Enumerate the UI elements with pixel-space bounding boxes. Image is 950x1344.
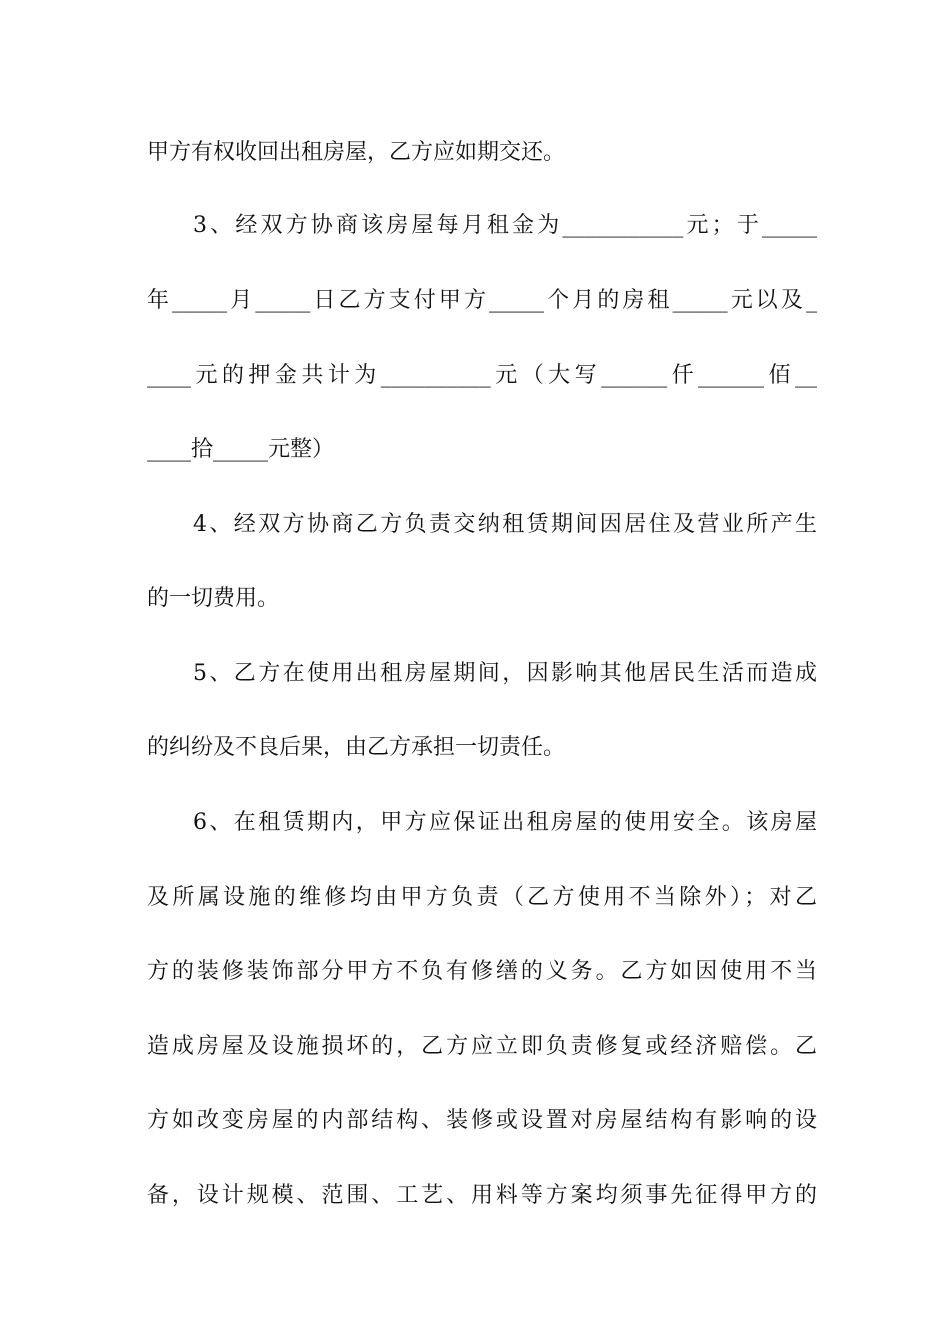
paragraph-4-line-1: 4、经双方协商乙方负责交纳租赁期间因居住及营业所产生 (193, 512, 817, 537)
text-line: 的纠纷及不良后果，由乙方承担一切责任。 (147, 735, 566, 760)
text-line: 甲方有权收回出租房屋，乙方应如期交还。 (147, 140, 566, 165)
paragraph-3-line-1: 3、经双方协商该房屋每月租金为___________元；于_____ (193, 213, 817, 238)
text-line: ____拾_____元整） (147, 437, 335, 462)
paragraph-5-line-1: 5、乙方在使用出租房屋期间，因影响其他居民生活而造成 (193, 661, 817, 686)
text-line: 的一切费用。 (147, 586, 280, 611)
text-line: 方的装修装饰部分甲方不负有修缮的义务。乙方如因使用不当 (147, 959, 817, 984)
text-line: 造成房屋及设施损坏的，乙方应立即负责修复或经济赔偿。乙 (147, 1034, 817, 1059)
text-line: 备，设计规模、范围、工艺、用料等方案均须事先征得甲方的 (147, 1183, 817, 1208)
paragraph-6-line-1: 6、在租赁期内，甲方应保证出租房屋的使用安全。该房屋 (193, 810, 817, 835)
text-line: 及所属设施的维修均由甲方负责（乙方使用不当除外）；对乙 (147, 885, 817, 910)
text-line: ____元的押金共计为__________元（大写______仟______佰__ (147, 363, 817, 388)
text-line: 年_____月_____日乙方支付甲方_____个月的房租_____元以及_ (147, 288, 817, 313)
text-line: 方如改变房屋的内部结构、装修或设置对房屋结构有影响的设 (147, 1108, 817, 1133)
